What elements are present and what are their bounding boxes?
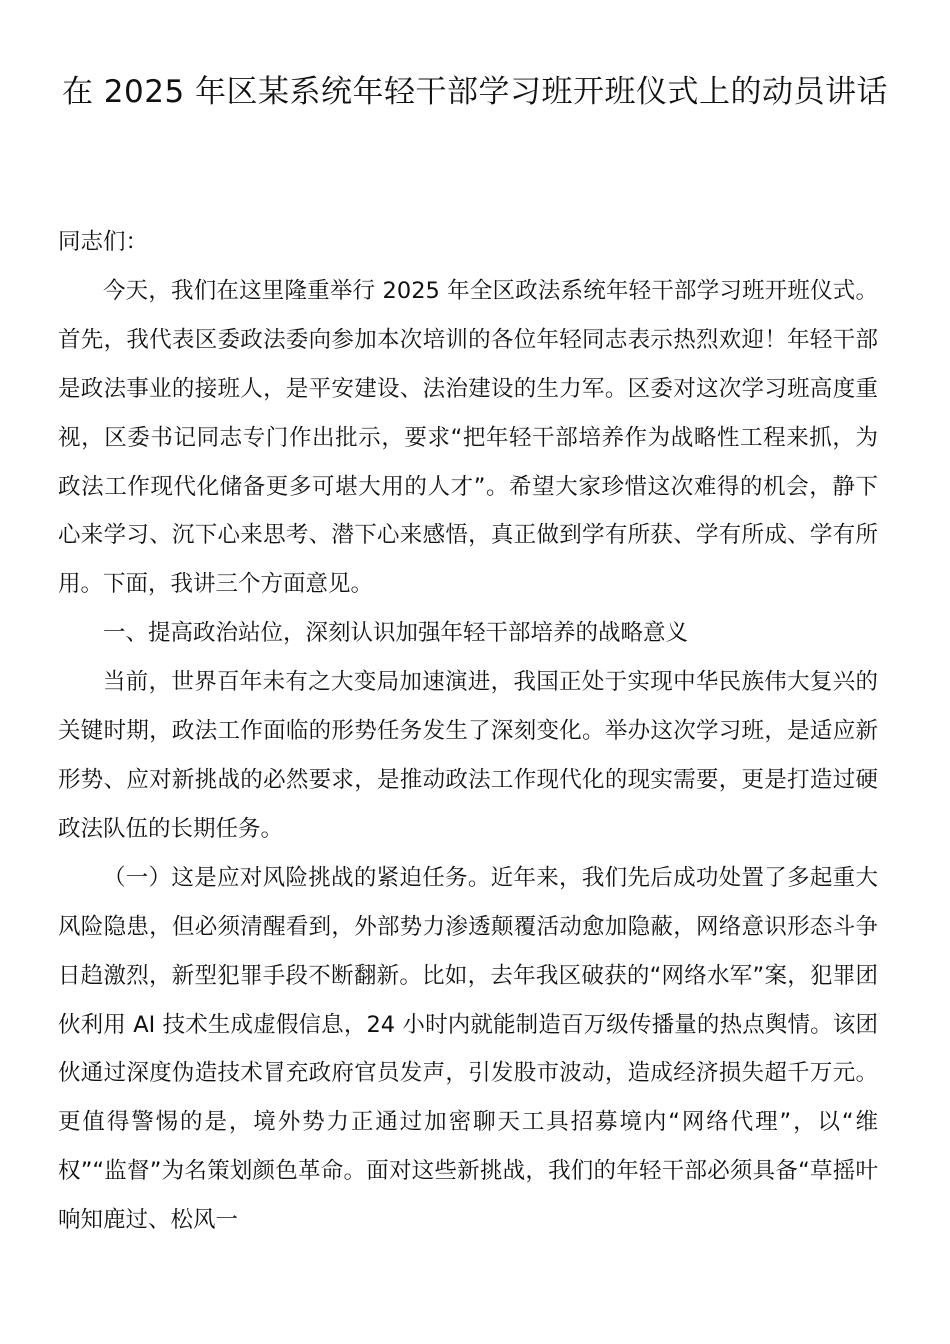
section-heading-1: 一、提高政治站位，深刻认识加强年轻干部培养的战略意义 bbox=[103, 620, 689, 647]
document-title: 在 2025 年区某系统年轻干部学习班开班仪式上的动员讲话 bbox=[61, 74, 889, 110]
paragraph-subsection-1: （一）这是应对风险挑战的紧迫任务。近年来，我们先后成功处置了多起重大风险隐患，但必须清醒看到，外部势力渗透颠覆活动愈加隐蔽，网络意识形态斗争日趋激烈，新型犯罪手段不断翻新。比如，去年我区破获的“网络水军”案，犯罪团伙利用 AI 技术生成虚假信息，24 小时内就能制造百万级传播量的热点舆情。该团伙通过深度伪造技术冒充政府官员发声，引发股市波动，造成经济损失超千万元。更值得警惕的是，境外势力正通过加密聊天工具招募境内“网络代理”，以“维权”“监督”为名策划颜色革命。面对这些新挑战，我们的年轻干部必须具备“草摇叶响知鹿过、松风一 bbox=[58, 864, 878, 1234]
paragraph-context: 当前，世界百年未有之大变局加速演进，我国正处于实现中华民族伟大复兴的关键时期，政法工作面临的形势任务发生了深刻变化。举办这次学习班，是适应新形势、应对新挑战的必然要求，是推动政法工作现代化的现实需要，更是打造过硬政法队伍的长期任务。 bbox=[58, 669, 878, 842]
paragraph-intro: 今天，我们在这里隆重举行 2025 年全区政法系统年轻干部学习班开班仪式。首先，我代表区委政法委向参加本次培训的各位年轻同志表示热烈欢迎！年轻干部是政法事业的接班人，是平安建设、法治建设的生力军。区委对这次学习班高度重视，区委书记同志专门作出批示，要求“把年轻干部培养作为战略性工程来抓，为政法工作现代化储备更多可堪大用的人才”。希望大家珍惜这次难得的机会，静下心来学习、沉下心来思考、潜下心来感悟，真正做到学有所获、学有所成、学有所用。下面，我讲三个方面意见。 bbox=[58, 277, 878, 598]
document-body bbox=[58, 218, 878, 1245]
salutation: 同志们： bbox=[58, 229, 149, 255]
